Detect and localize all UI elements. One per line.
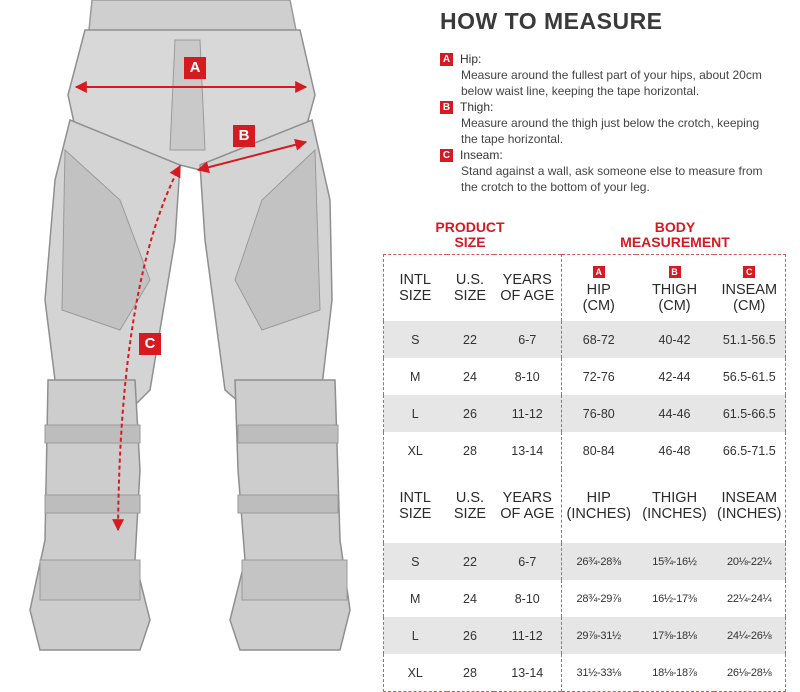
- table-row: [384, 395, 786, 432]
- cell-us: 22: [447, 543, 494, 580]
- cell-inseam: 22¼-24¼: [727, 592, 772, 605]
- cell-age: 8-10: [494, 358, 562, 395]
- marker-hip: A: [184, 57, 206, 79]
- table-row: [384, 543, 786, 580]
- table-row: [384, 654, 786, 692]
- cell-hip: 72-76: [582, 369, 615, 384]
- cell-thigh: 46-48: [658, 443, 691, 458]
- cell-inseam: 56.5-61.5: [722, 369, 776, 384]
- header-line: U.S.: [455, 490, 485, 506]
- cell-intl: XL: [407, 443, 423, 458]
- marker-thigh: B: [233, 125, 255, 147]
- cell-hip: 28¾-29⅞: [576, 592, 621, 605]
- header-line: INSEAM: [721, 281, 778, 298]
- cell-hip: 68-72: [562, 321, 636, 358]
- header-line: SIZE: [453, 288, 487, 304]
- cell-age: 13-14: [494, 432, 562, 469]
- header-line: YEARS: [502, 272, 552, 288]
- header-line: U.S.: [455, 272, 485, 288]
- cell-inseam: 61.5-66.5: [714, 395, 786, 432]
- cell-intl: M: [410, 591, 421, 606]
- header-line: OF AGE: [500, 506, 555, 522]
- letter-badge: B: [440, 101, 453, 114]
- header-thigh-cm: [636, 255, 714, 322]
- instruction-inseam: [440, 147, 770, 195]
- product-size-header: PRODUCT SIZE: [435, 219, 505, 250]
- letter-badge: B: [669, 266, 681, 278]
- cell-thigh: 40-42: [636, 321, 714, 358]
- cell-us: 26: [447, 395, 494, 432]
- header-line: INSEAM: [721, 490, 778, 506]
- header-line: YEARS: [502, 490, 552, 506]
- cell-hip: 29⅞-31½: [562, 617, 636, 654]
- cell-intl: S: [384, 321, 447, 358]
- instruction-text: Stand against a wall, ask someone else to measure from the crotch to the bottom of your leg.: [461, 164, 763, 194]
- table-row: [384, 617, 786, 654]
- header-line: INTL: [399, 490, 431, 506]
- header-line: (CM): [658, 297, 691, 314]
- table-row: [384, 358, 786, 395]
- header-line: SIZE: [399, 288, 432, 304]
- cell-inseam: 24¼-26⅛: [714, 617, 786, 654]
- header-intl-size: [384, 469, 447, 543]
- cell-thigh: 17⅜-18⅛: [636, 617, 714, 654]
- header-line: INTL: [399, 272, 431, 288]
- cell-age: 6-7: [494, 321, 562, 358]
- instruction-thigh: [440, 99, 770, 147]
- header-line: THIGH: [651, 490, 698, 506]
- header-years-of-age: [494, 469, 562, 543]
- table-row: [384, 580, 786, 617]
- instruction-name: Thigh:: [460, 100, 494, 114]
- cell-age: 13-14: [494, 654, 562, 692]
- header-line: THIGH: [651, 281, 698, 298]
- table-row: [384, 432, 786, 469]
- cell-intl: S: [384, 543, 447, 580]
- pants-illustration: [0, 0, 380, 661]
- instruction-text: Measure around the thigh just below the crotch, keeping the tape horizontal.: [461, 116, 760, 146]
- cell-intl: L: [384, 617, 447, 654]
- table-row: [384, 321, 786, 358]
- cell-hip: 76-80: [562, 395, 636, 432]
- cell-age: 6-7: [494, 543, 562, 580]
- cell-us: 24: [463, 369, 477, 384]
- cell-inseam: 20⅛-22¼: [714, 543, 786, 580]
- inch-header-row: [384, 469, 786, 543]
- cell-inseam: 66.5-71.5: [722, 443, 776, 458]
- header-line: (CM): [582, 297, 615, 314]
- header-thigh-inches: [636, 469, 714, 543]
- header-us-size: [447, 255, 494, 322]
- letter-badge: A: [593, 266, 605, 278]
- cell-thigh: 15¾-16½: [636, 543, 714, 580]
- cell-thigh: 16½-17⅜: [652, 592, 697, 605]
- cell-intl: XL: [407, 665, 423, 680]
- instruction-hip: [440, 51, 770, 99]
- header-line: OF AGE: [500, 288, 555, 304]
- cell-intl: L: [384, 395, 447, 432]
- letter-badge: C: [743, 266, 755, 278]
- page-title: HOW TO MEASURE: [440, 8, 663, 34]
- header-line: HIP: [586, 490, 611, 506]
- header-line: HIP: [586, 281, 611, 298]
- instruction-name: Inseam:: [460, 148, 503, 162]
- instruction-text: Measure around the fullest part of your hips, about 20cm below waist line, keeping the tape horizontal.: [461, 68, 762, 98]
- cell-inseam: 51.1-56.5: [714, 321, 786, 358]
- header-hip-cm: [562, 255, 636, 322]
- header-line: (INCHES): [566, 506, 631, 522]
- header-line: (CM): [733, 297, 766, 314]
- letter-badge: A: [440, 53, 453, 66]
- cell-age: 8-10: [494, 580, 562, 617]
- cm-header-row: [384, 255, 786, 322]
- cell-thigh: 42-44: [658, 369, 691, 384]
- cell-thigh: 18⅛-18⅞: [652, 666, 697, 679]
- header-intl-size: [384, 255, 447, 322]
- instruction-name: Hip:: [460, 52, 482, 66]
- cell-hip: 80-84: [582, 443, 615, 458]
- header-hip-inches: [562, 469, 636, 543]
- cell-us: 22: [447, 321, 494, 358]
- cell-age: 11-12: [494, 617, 562, 654]
- body-measurement-header: BODY MEASUREMENT: [620, 219, 730, 250]
- header-line: SIZE: [453, 506, 487, 522]
- cell-us: 28: [463, 443, 477, 458]
- cell-hip: 26¾-28⅜: [562, 543, 636, 580]
- header-line: (INCHES): [642, 506, 707, 522]
- header-line: (INCHES): [717, 506, 782, 522]
- header-inseam-inches: [714, 469, 786, 543]
- header-us-size: [447, 469, 494, 543]
- cell-us: 28: [463, 665, 477, 680]
- header-line: SIZE: [399, 506, 432, 522]
- cell-inseam: 26⅛-28⅛: [727, 666, 772, 679]
- letter-badge: C: [440, 149, 453, 162]
- cell-us: 24: [463, 591, 477, 606]
- header-inseam-cm: [714, 255, 786, 322]
- size-chart-table: [383, 254, 786, 692]
- cell-hip: 31½-33⅛: [576, 666, 621, 679]
- cell-age: 11-12: [494, 395, 562, 432]
- marker-inseam: C: [139, 333, 161, 355]
- cell-us: 26: [447, 617, 494, 654]
- header-years-of-age: [494, 255, 562, 322]
- cell-intl: M: [410, 369, 421, 384]
- cell-thigh: 44-46: [636, 395, 714, 432]
